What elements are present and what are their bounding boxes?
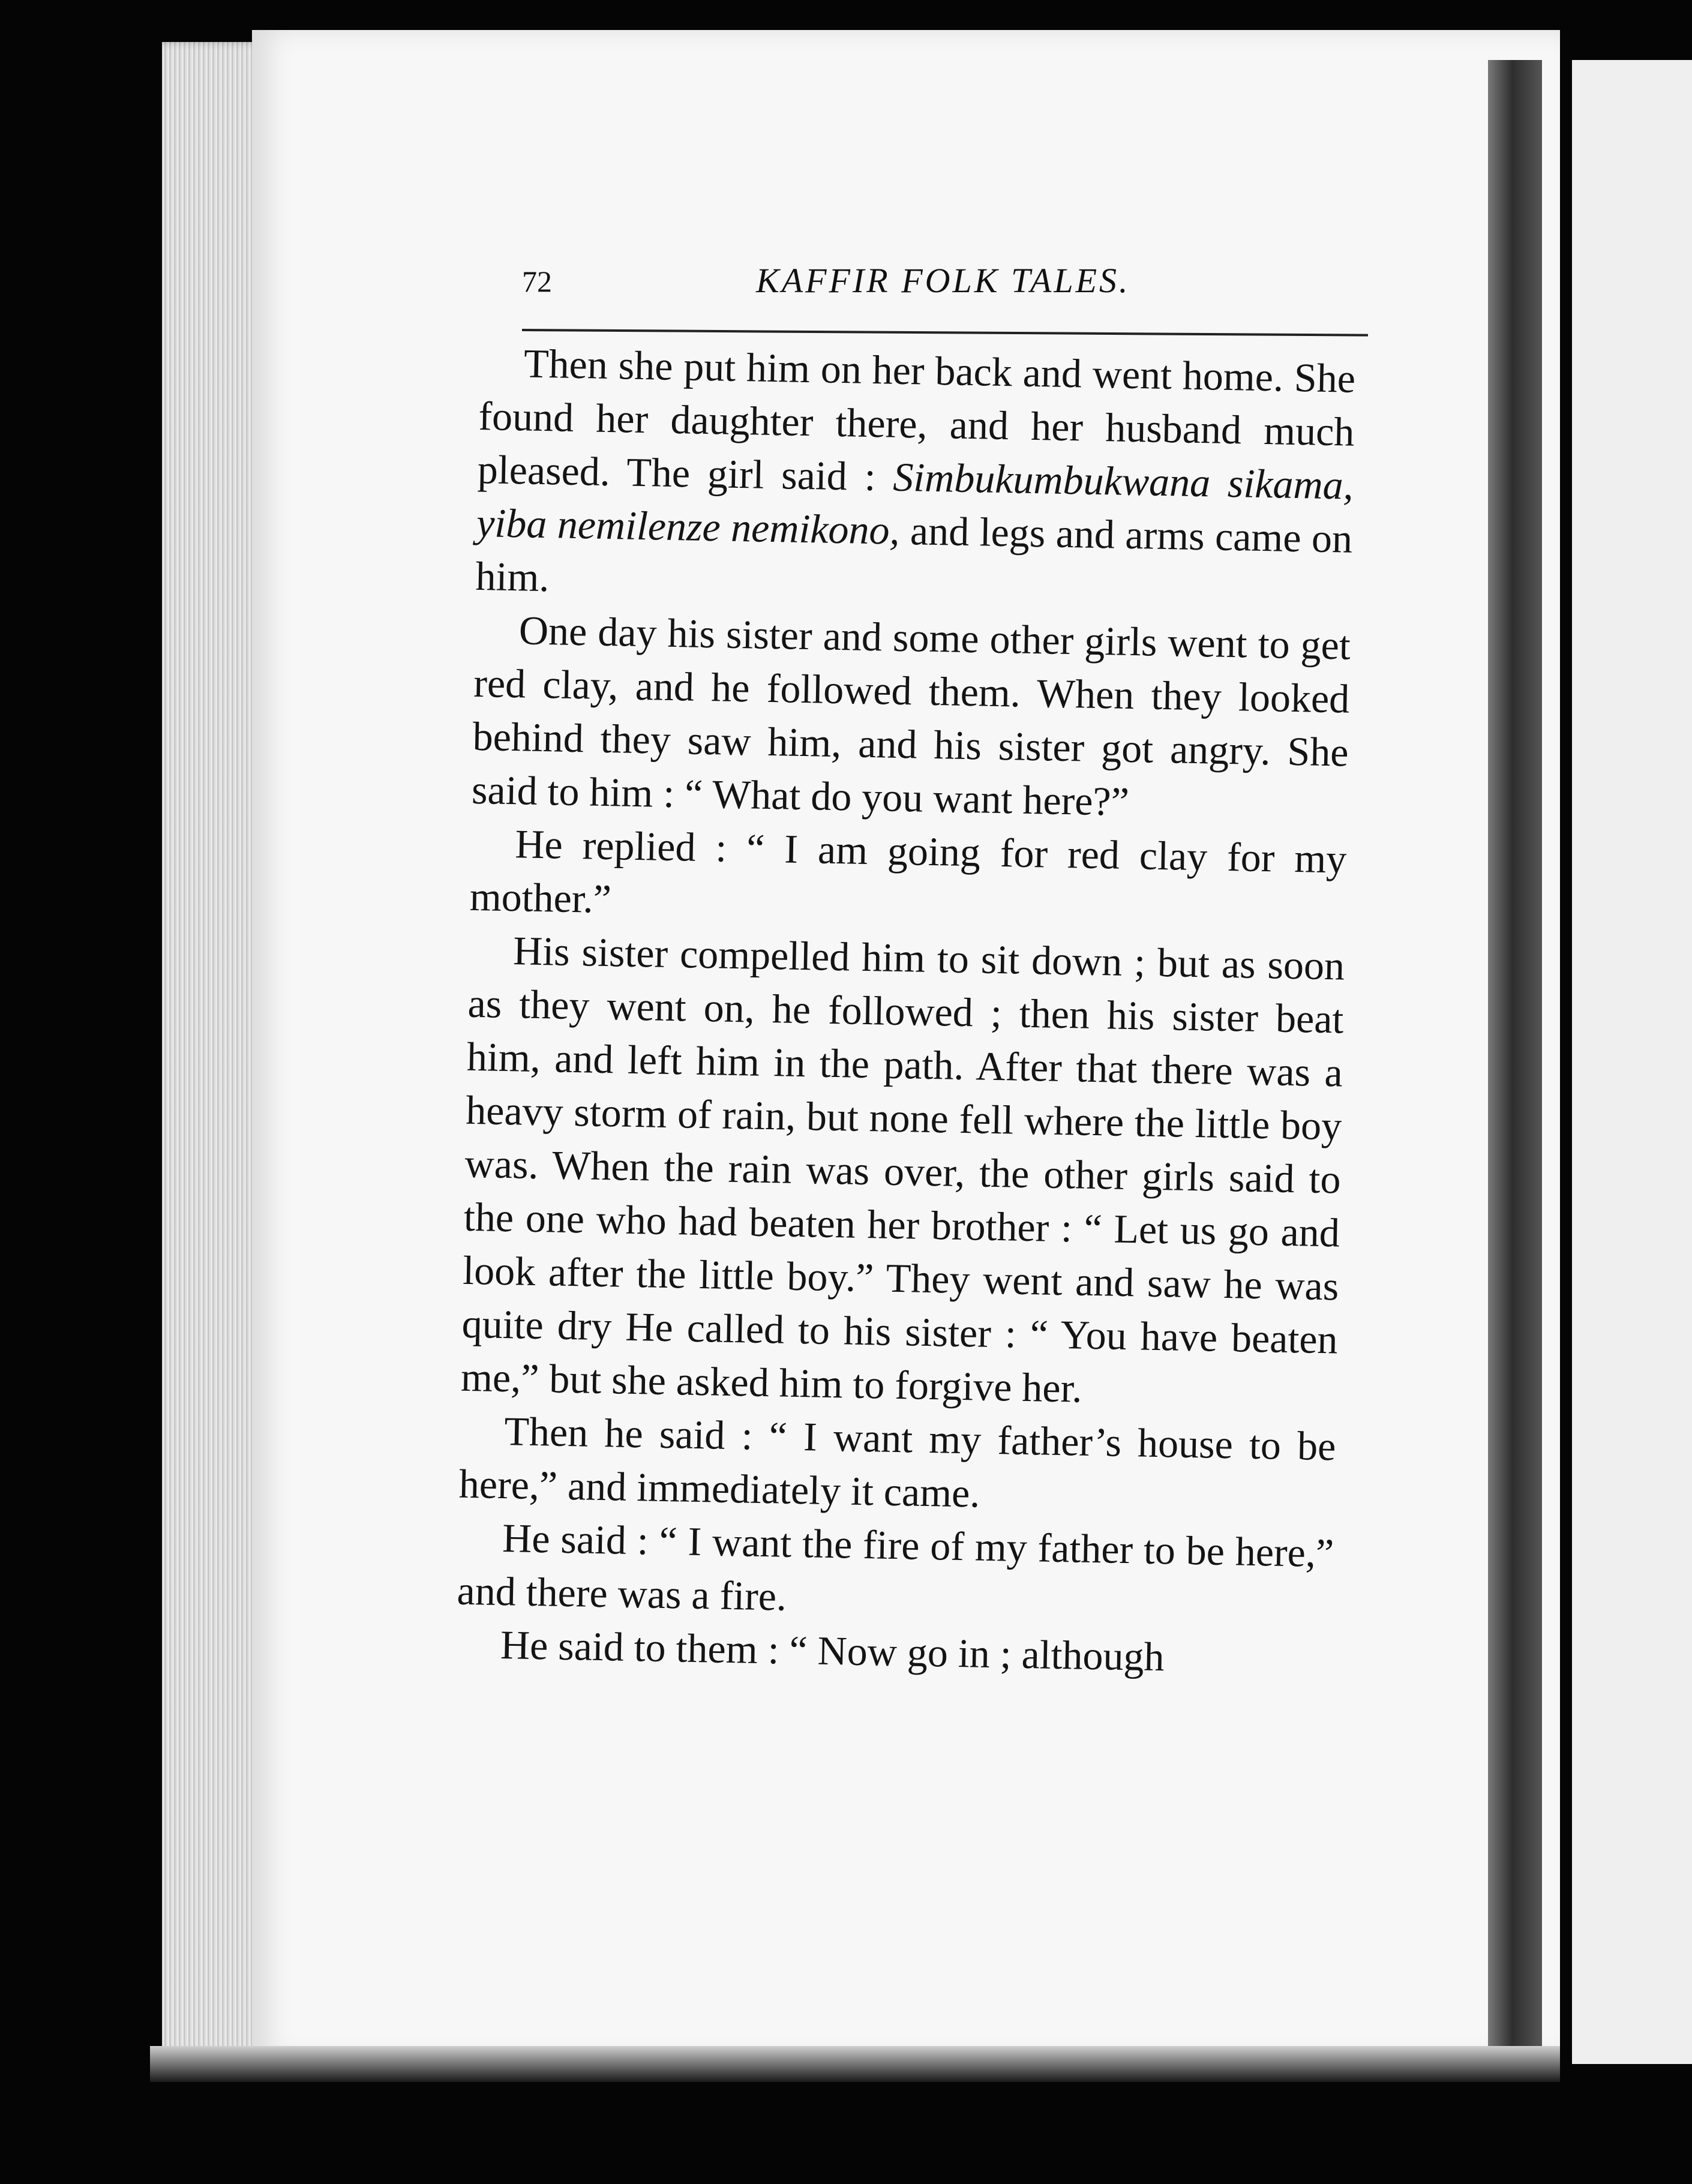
- paragraph: [475, 336, 1356, 619]
- paragraph-text: Then she put him on her back and went home. She found her daughter there, and her husband much pleased. The girl said :: [477, 340, 1356, 500]
- book-gutter: [1488, 60, 1542, 2064]
- page-number: 72: [522, 265, 552, 298]
- xhosa-phrase: Simbukumbukwana sikama, yiba nemilenze nemikono,: [476, 454, 1354, 553]
- paragraph: He said : “ I want the fire of my father to be here,” and there was a fire.: [456, 1515, 1334, 1619]
- book-bottom-shadow: [150, 2046, 1560, 2082]
- running-title: KAFFIR FOLK TALES.: [756, 261, 1130, 300]
- paragraph: His sister compelled him to sit down ; but as soon as they went on, he followed ; then his sister beat him, and left him in the path. After that there was a heavy storm of rain, but none fell where the little boy was. When the rain was over, the other girls said to the one who had beaten her brother : “ Let us go and look after the little boy.” They went and saw he was quite dry He called to his sister : “ You have beaten me,” but she asked him to forgive her.: [460, 928, 1345, 1411]
- facing-page: [1572, 60, 1692, 2064]
- paragraph: Then he said : “ I want my father’s house to be here,” and immediately it came.: [458, 1408, 1337, 1516]
- body-text: [455, 336, 1356, 1687]
- paragraph: He replied : “ I am going for red clay for my mother.”: [469, 821, 1347, 922]
- page-header: [522, 252, 1362, 306]
- paragraph-text: and legs and arms came on him.: [475, 507, 1353, 601]
- paragraph: He said to them : “ Now go in ; although: [500, 1621, 1165, 1680]
- paragraph: One day his sister and some other girls went to get red clay, and he followed them. When they looked behind they saw him, and his sister got angry. She said to him : “ What do you want here?”: [471, 607, 1351, 824]
